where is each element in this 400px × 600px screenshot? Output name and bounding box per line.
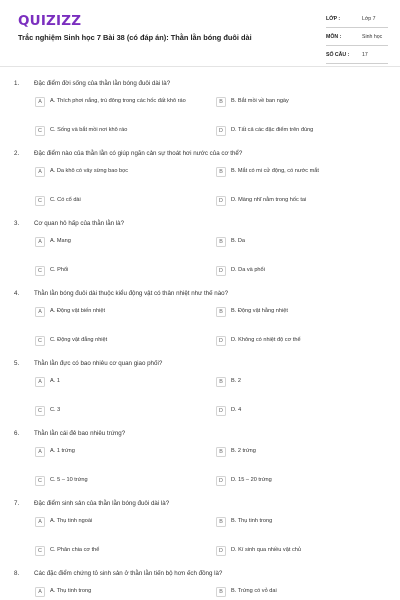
answer-option-c[interactable] <box>35 197 205 206</box>
question-item <box>0 352 400 422</box>
option-letter-box: A <box>35 167 45 177</box>
option-text: C. 5 – 10 trứng <box>50 477 88 483</box>
option-text: B. Động vật hằng nhiệt <box>231 308 288 314</box>
meta-value: Sinh học <box>362 34 383 40</box>
option-letter-box: A <box>35 97 45 107</box>
option-letter-box: C <box>35 336 45 346</box>
meta-panel <box>326 13 388 67</box>
option-letter-box: D <box>216 126 226 136</box>
answer-option-a[interactable] <box>35 238 205 247</box>
answer-option-b[interactable] <box>216 98 386 107</box>
question-number: 1. <box>14 80 20 87</box>
answer-option-d[interactable] <box>216 197 386 206</box>
option-text: B. 2 trứng <box>231 448 256 454</box>
option-text: B. Thụ tinh trong <box>231 518 273 524</box>
option-text: C. Sống và bắt mồi nơi khô ráo <box>50 127 128 133</box>
question-text: Các đặc điểm chứng tỏ sinh sản ở thằn lằn tiến bộ hơn ếch đồng là? <box>34 570 223 577</box>
option-letter-box: D <box>216 406 226 416</box>
option-letter-box: A <box>35 377 45 387</box>
answer-option-b[interactable] <box>216 168 386 177</box>
option-text: D. Tất cả các đặc điểm trên đúng <box>231 127 314 133</box>
option-letter-box: D <box>216 266 226 276</box>
option-letter-box: C <box>35 546 45 556</box>
option-letter-box: A <box>35 447 45 457</box>
answer-option-d[interactable] <box>216 407 386 416</box>
option-text: B. Trứng có vỏ dai <box>231 588 277 594</box>
answer-option-c[interactable] <box>35 477 205 486</box>
answer-option-d[interactable] <box>216 547 386 556</box>
question-number: 6. <box>14 430 20 437</box>
answer-option-a[interactable] <box>35 98 205 107</box>
question-item <box>0 492 400 562</box>
option-text: A. Thích phơi nắng, trú đông trong các hốc đất khô ráo <box>50 98 186 104</box>
option-letter-box: B <box>216 447 226 457</box>
question-text: Thằn lằn đực có bao nhiêu cơ quan giao phối? <box>34 360 163 367</box>
answer-option-b[interactable] <box>216 518 386 527</box>
meta-label: LỚP : <box>326 16 341 22</box>
question-text: Đặc điểm đời sống của thằn lằn bóng đuôi dài là? <box>34 80 171 87</box>
option-letter-box: A <box>35 307 45 317</box>
option-letter-box: C <box>35 266 45 276</box>
option-letter-box: D <box>216 336 226 346</box>
option-letter-box: B <box>216 97 226 107</box>
page-title: Trắc nghiệm Sinh học 7 Bài 38 (có đáp án): Thằn lằn bóng đuôi dài <box>18 33 252 42</box>
answer-option-c[interactable] <box>35 337 205 346</box>
option-letter-box: C <box>35 196 45 206</box>
option-text: C. Phổi <box>50 267 69 273</box>
question-text: Thằn lằn bóng đuôi dài thuộc kiểu động vật có thân nhiệt như thế nào? <box>34 290 229 297</box>
answer-option-a[interactable] <box>35 448 205 457</box>
option-letter-box: B <box>216 517 226 527</box>
answer-option-a[interactable] <box>35 308 205 317</box>
option-text: A. Mang <box>50 238 71 244</box>
question-item <box>0 142 400 212</box>
option-text: B. 2 <box>231 378 241 384</box>
option-text: D. Không có nhiệt độ cơ thể <box>231 337 301 343</box>
answer-option-b[interactable] <box>216 308 386 317</box>
option-text: C. Phân chia cơ thể <box>50 547 100 553</box>
question-text: Thằn lằn cái đẻ bao nhiêu trứng? <box>34 430 126 437</box>
question-item <box>0 282 400 352</box>
question-item <box>0 562 400 600</box>
answer-option-a[interactable] <box>35 518 205 527</box>
option-text: B. Bắt mồi về ban ngày <box>231 98 289 104</box>
option-letter-box: C <box>35 476 45 486</box>
question-number: 4. <box>14 290 20 297</box>
answer-option-b[interactable] <box>216 588 386 597</box>
quizizz-logo: QUIZIZZ <box>18 13 82 29</box>
question-number: 7. <box>14 500 20 507</box>
option-letter-box: A <box>35 237 45 247</box>
option-text: D. 15 – 20 trứng <box>231 477 272 483</box>
answer-option-a[interactable] <box>35 378 205 387</box>
option-text: D. Màng nhĩ nằm trong hốc tai <box>231 197 307 203</box>
option-letter-box: D <box>216 546 226 556</box>
option-letter-box: B <box>216 307 226 317</box>
question-item <box>0 72 400 142</box>
option-letter-box: A <box>35 517 45 527</box>
option-text: B. Mắt có mi cử động, có nước mắt <box>231 168 319 174</box>
answer-option-c[interactable] <box>35 407 205 416</box>
option-text: A. Da khô có vảy sừng bao bọc <box>50 168 129 174</box>
meta-value: Lớp 7 <box>362 16 376 22</box>
option-letter-box: B <box>216 377 226 387</box>
meta-row-grade <box>326 13 388 28</box>
option-text: D. 4 <box>231 407 242 413</box>
answer-option-c[interactable] <box>35 547 205 556</box>
option-letter-box: B <box>216 167 226 177</box>
question-list <box>0 72 400 600</box>
worksheet-header <box>0 0 400 68</box>
option-text: C. 3 <box>50 407 61 413</box>
question-number: 5. <box>14 360 20 367</box>
option-letter-box: B <box>216 237 226 247</box>
option-letter-box: B <box>216 587 226 597</box>
option-letter-box: C <box>35 126 45 136</box>
option-text: A. Động vật biến nhiệt <box>50 308 106 314</box>
option-text: A. Thụ tinh ngoài <box>50 518 93 524</box>
answer-option-b[interactable] <box>216 448 386 457</box>
meta-value: 17 <box>362 52 368 58</box>
header-divider <box>0 66 400 67</box>
question-text: Cơ quan hô hấp của thằn lằn là? <box>34 220 125 227</box>
option-text: D. Kí sinh qua nhiều vật chủ <box>231 547 301 553</box>
option-text: A. 1 <box>50 378 60 384</box>
meta-label: SỐ CÂU : <box>326 52 350 58</box>
meta-row-question-count <box>326 49 388 64</box>
option-text: A. Thụ tinh trong <box>50 588 92 594</box>
answer-option-d[interactable] <box>216 337 386 346</box>
question-item <box>0 422 400 492</box>
answer-option-d[interactable] <box>216 267 386 276</box>
option-letter-box: D <box>216 476 226 486</box>
question-item <box>0 212 400 282</box>
answer-option-d[interactable] <box>216 127 386 136</box>
question-number: 8. <box>14 570 20 577</box>
option-letter-box: C <box>35 406 45 416</box>
meta-row-subject <box>326 31 388 46</box>
answer-option-b[interactable] <box>216 238 386 247</box>
option-text: D. Da và phổi <box>231 267 265 273</box>
question-number: 3. <box>14 220 20 227</box>
answer-option-d[interactable] <box>216 477 386 486</box>
option-text: C. Động vật đẳng nhiệt <box>50 337 108 343</box>
question-text: Đặc điểm sinh sản của thằn lằn bóng đuôi dài là? <box>34 500 170 507</box>
question-text: Đặc điểm nào của thằn lằn có giúp ngăn cản sự thoát hơi nước của cơ thể? <box>34 150 243 157</box>
option-letter-box: A <box>35 587 45 597</box>
answer-option-a[interactable] <box>35 588 205 597</box>
answer-option-b[interactable] <box>216 378 386 387</box>
meta-label: MÔN : <box>326 34 342 40</box>
answer-option-a[interactable] <box>35 168 205 177</box>
question-number: 2. <box>14 150 20 157</box>
option-letter-box: D <box>216 196 226 206</box>
answer-option-c[interactable] <box>35 267 205 276</box>
option-text: A. 1 trứng <box>50 448 75 454</box>
answer-option-c[interactable] <box>35 127 205 136</box>
option-text: C. Có cổ dài <box>50 197 81 203</box>
option-text: B. Da <box>231 238 245 244</box>
